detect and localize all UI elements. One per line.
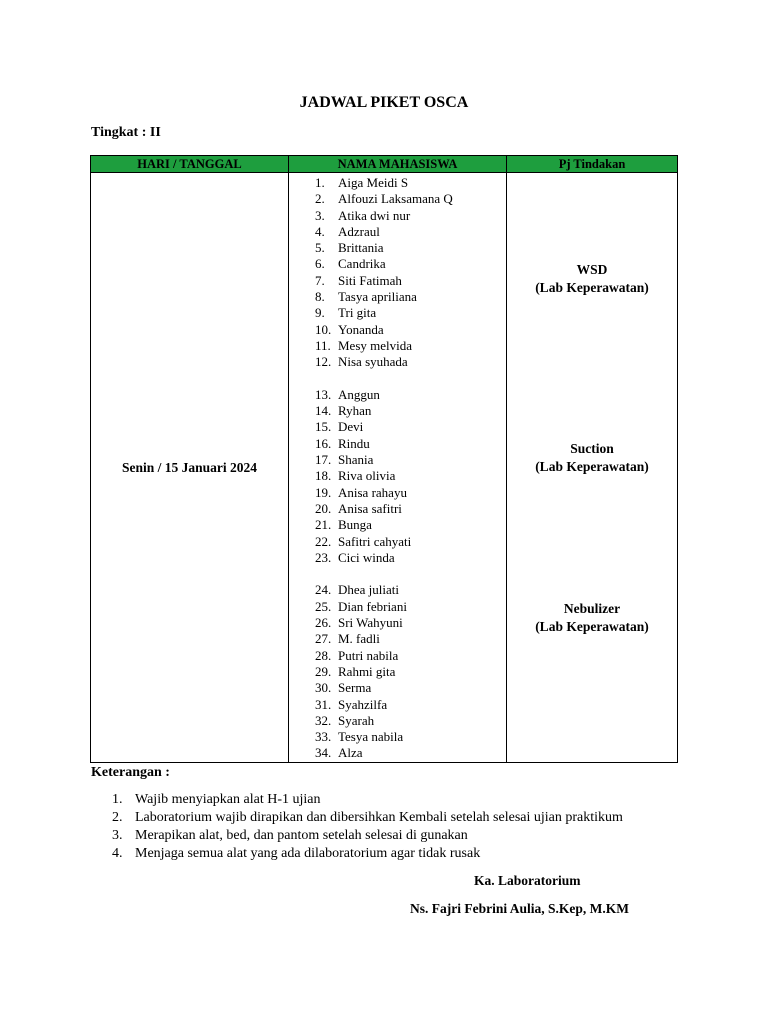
pj-group-wsd (507, 261, 677, 297)
notes-label: Keterangan : (91, 765, 170, 780)
list-item: 26. Sri Wahyuni (315, 615, 403, 631)
header-day: HARI / TANGGAL (91, 156, 289, 173)
list-item: 20. Anisa safitri (315, 500, 402, 516)
list-item: 4. Menjaga semua alat yang ada dilaboratorium agar tidak rusak (112, 846, 481, 861)
list-item: 7. Siti Fatimah (315, 272, 402, 288)
document-title: JADWAL PIKET OSCA (299, 94, 469, 111)
pj-action: WSD (576, 262, 608, 277)
list-item: 27. M. fadli (315, 631, 380, 647)
list-item: 34. Alza (315, 745, 363, 761)
schedule-table (90, 155, 678, 763)
pj-action: Nebulizer (563, 601, 621, 616)
grade-label: Tingkat : II (91, 125, 161, 140)
list-item: 31. Syahzilfa (315, 696, 388, 712)
list-item: 14. Ryhan (315, 403, 372, 419)
list-item: 5. Brittania (315, 240, 384, 256)
list-item: 29. Rahmi gita (315, 663, 396, 679)
signature-title: Ka. Laboratorium (474, 873, 581, 888)
list-item: 2. Alfouzi Laksamana Q (315, 191, 453, 207)
list-item: 22. Safitri cahyati (315, 533, 412, 549)
notes-list (112, 791, 623, 863)
list-item: 10. Yonanda (315, 321, 384, 337)
list-item: 13. Anggun (315, 386, 380, 402)
list-item: 4. Adzraul (315, 223, 380, 239)
day-date-cell: Senin / 15 Januari 2024 (91, 173, 289, 763)
students-cell (289, 173, 507, 763)
table-row (91, 173, 678, 763)
header-students: NAMA MAHASISWA (289, 156, 507, 173)
list-item: 19. Anisa rahayu (315, 484, 407, 500)
list-item: 15. Devi (315, 419, 364, 435)
list-item: 9. Tri gita (315, 305, 377, 321)
list-item: 3. Merapikan alat, bed, dan pantom setelah selesai di gunakan (112, 828, 468, 843)
header-pj: Pj Tindakan (507, 156, 678, 173)
list-item: 18. Riva olivia (315, 468, 396, 484)
list-item: 32. Syarah (315, 712, 375, 728)
list-item: 6. Candrika (315, 256, 386, 272)
list-item: 1. Aiga Meidi S (315, 175, 409, 190)
pj-place: (Lab Keperawatan) (535, 280, 649, 295)
list-item: 11. Mesy melvida (315, 337, 413, 353)
signature-name: Ns. Fajri Febrini Aulia, S.Kep, M.KM (410, 901, 629, 916)
list-item: 23. Cici winda (315, 549, 395, 565)
pj-group-nebulizer (507, 600, 677, 636)
list-item: 30. Serma (315, 680, 372, 696)
list-item: 17. Shania (315, 452, 374, 468)
list-item: 8. Tasya apriliana (315, 289, 417, 305)
list-item: 2. Laboratorium wajib dirapikan dan dibersihkan Kembali setelah selesai ujian praktikum (112, 810, 623, 825)
list-item: 1. Wajib menyiapkan alat H-1 ujian (112, 792, 321, 807)
list-item: 33. Tesya nabila (315, 729, 404, 745)
list-item: 25. Dian febriani (315, 598, 407, 614)
pj-place: (Lab Keperawatan) (535, 459, 649, 474)
list-item: 16. Rindu (315, 435, 370, 451)
pj-place: (Lab Keperawatan) (535, 619, 649, 634)
table-header-row (91, 156, 678, 173)
list-item: 12. Nisa syuhada (315, 354, 408, 370)
pj-cell (507, 173, 678, 763)
list-item: 21. Bunga (315, 517, 372, 533)
pj-action: Suction (570, 441, 614, 456)
list-item: 28. Putri nabila (315, 647, 399, 663)
list-item: 24. Dhea juliati (315, 582, 400, 598)
pj-group-suction (507, 440, 677, 476)
list-item: 3. Atika dwi nur (315, 207, 411, 223)
student-list (289, 173, 506, 762)
